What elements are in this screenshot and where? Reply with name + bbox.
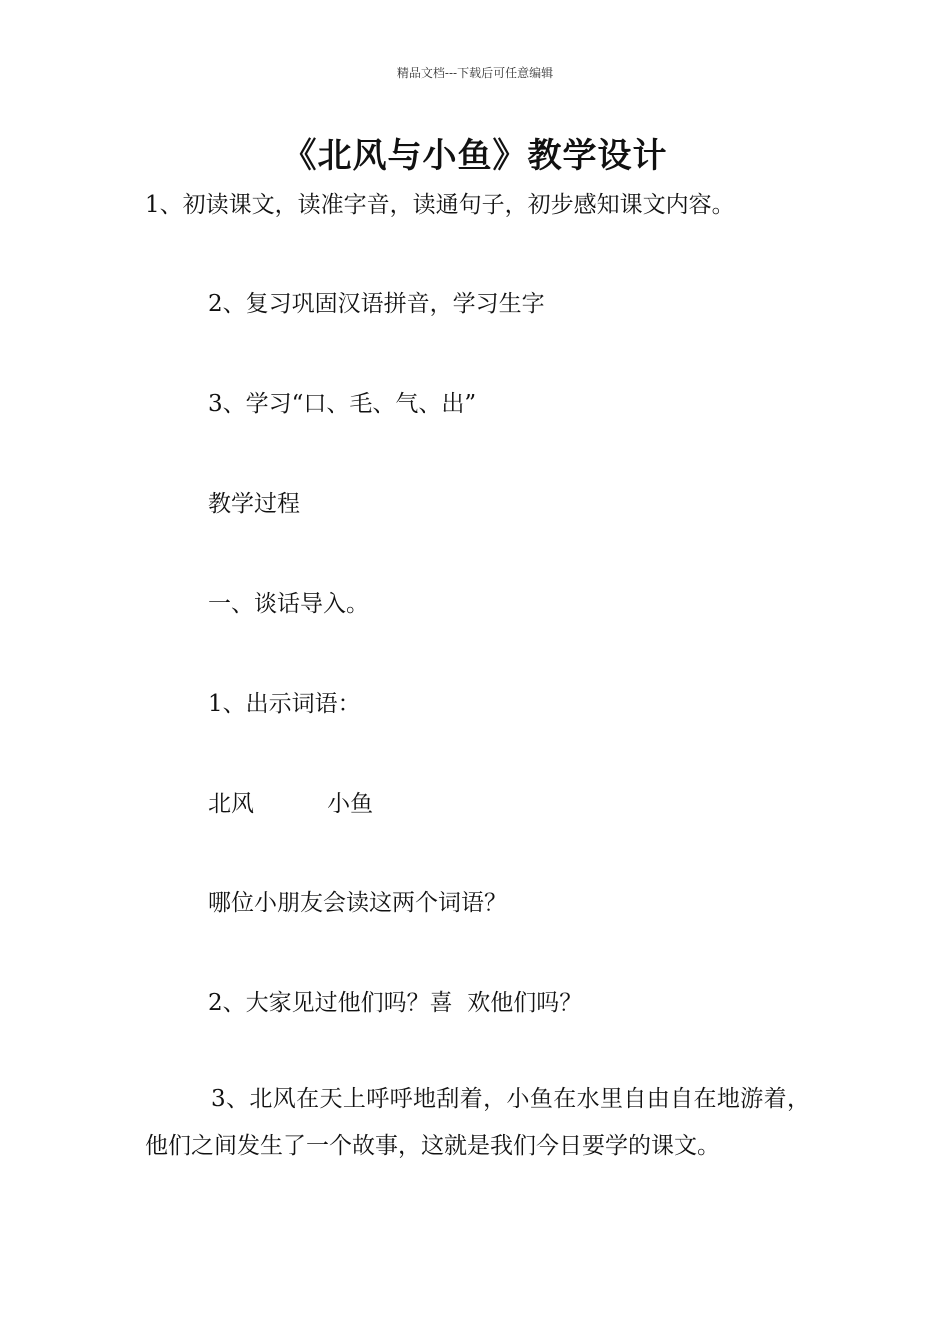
objective-1: 1、初读课文，读准字音，读通句子，初步感知课文内容。 xyxy=(145,192,735,218)
question-seen-them: 2、大家见过他们吗？喜 欢他们吗？ xyxy=(208,990,583,1016)
words-display: 北风 小鱼 xyxy=(208,791,374,817)
section-heading-process: 教学过程 xyxy=(208,491,300,517)
objective-3: 3、学习“口、毛、气、出” xyxy=(208,391,477,417)
step-show-words: 1、出示词语： xyxy=(208,691,361,717)
step-heading-intro: 一、谈话导入。 xyxy=(208,591,369,617)
question-read-words: 哪位小朋友会读这两个词语？ xyxy=(208,890,507,916)
intro-paragraph: 3、北风在天上呼呼地刮着，小鱼在水里自由自在地游着，他们之间发生了一个故事，这就是我们今日要学的课文。 xyxy=(145,1086,810,1159)
page-header: 精品文档---下载后可任意编辑 xyxy=(396,66,554,80)
objective-2: 2、复习巩固汉语拼音，学习生字 xyxy=(208,291,545,317)
document-title: 《北风与小鱼》教学设计 xyxy=(282,136,668,176)
